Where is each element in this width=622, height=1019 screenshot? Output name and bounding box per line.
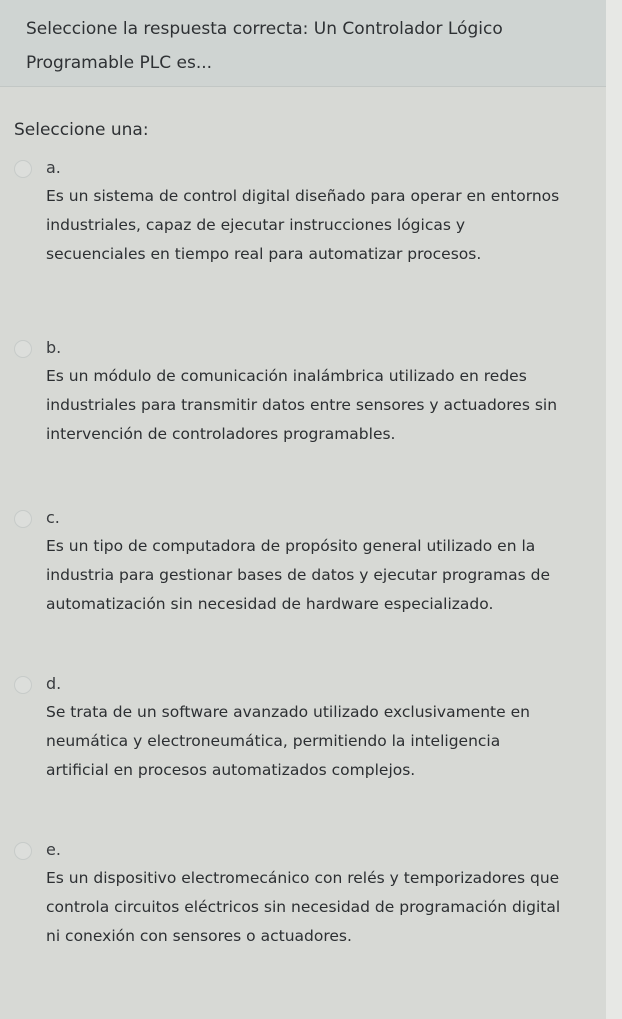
option-letter: e. (46, 840, 61, 859)
question-box (0, 0, 606, 87)
option-letter: a. (46, 158, 61, 177)
question-text: Seleccione la respuesta correcta: Un Controlador Lógico Programable PLC es... (26, 19, 503, 73)
page-edge (606, 0, 622, 1019)
option-letter: d. (46, 674, 62, 693)
option-text[interactable]: Es un tipo de computadora de propósito general utilizado en la industria para gestionar bases de datos y ejecutar programas de automatización sin necesidad de hardware especializado. (46, 537, 551, 613)
option-text[interactable]: Es un dispositivo electromecánico con relés y temporizadores que controla circuitos eléctricos sin necesidad de programación digital ni conexión con sensores o actuadores. (46, 869, 561, 945)
option-letter: c. (46, 508, 60, 527)
radio-button-e[interactable] (14, 842, 32, 860)
option-text[interactable]: Se trata de un software avanzado utilizado exclusivamente en neumática y electroneumática, permitiendo la inteligencia artificial en procesos automatizados complejos. (46, 703, 530, 779)
radio-button-c[interactable] (14, 510, 32, 528)
radio-button-a[interactable] (14, 160, 32, 178)
option-text[interactable]: Es un sistema de control digital diseñado para operar en entornos industriales, capaz de ejecutar instrucciones lógicas y secuenciales en tiempo real para automatizar procesos. (46, 187, 560, 263)
radio-button-b[interactable] (14, 340, 32, 358)
option-letter: b. (46, 338, 62, 357)
radio-button-d[interactable] (14, 676, 32, 694)
option-text[interactable]: Es un módulo de comunicación inalámbrica utilizado en redes industriales para transmitir datos entre sensores y actuadores sin intervención de controladores programables. (46, 367, 558, 443)
answer-prompt-label: Seleccione una: (14, 120, 149, 140)
